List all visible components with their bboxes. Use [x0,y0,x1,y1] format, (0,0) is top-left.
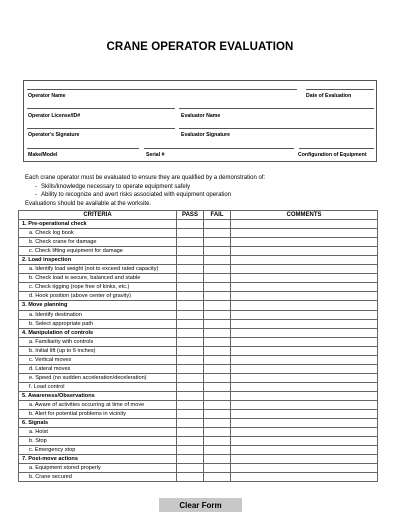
criteria-item: c. Emergency stop [19,446,177,455]
operator-signature-field[interactable] [27,128,175,129]
table-row [19,373,378,382]
pass-cell[interactable] [177,355,204,364]
section-row [19,256,378,265]
section-row [19,220,378,229]
comments-cell[interactable] [231,419,378,428]
pass-cell[interactable] [177,256,204,265]
page-title: CRANE OPERATOR EVALUATION [106,41,294,53]
comments-cell[interactable] [231,391,378,400]
section-row [19,328,378,337]
pass-cell[interactable] [177,274,204,283]
fail-cell[interactable] [204,292,231,301]
fail-cell[interactable] [204,319,231,328]
clear-form-button[interactable]: Clear Form [159,498,242,512]
section-title: 3. Move planning [19,301,177,310]
pass-cell[interactable] [177,410,204,419]
fail-cell[interactable] [204,428,231,437]
fail-cell[interactable] [204,238,231,247]
criteria-item: a. Check log book [19,229,177,238]
criteria-item: b. Alert for potential problems in vicinity [19,410,177,419]
table-row [19,464,378,473]
comments-cell[interactable] [231,265,378,274]
comments-header: COMMENTS [231,211,378,220]
make-model-label: Make/Model [28,152,58,158]
table-row [19,346,378,355]
fail-cell[interactable] [204,410,231,419]
pass-cell[interactable] [177,446,204,455]
comments-cell[interactable] [231,229,378,238]
table-row [19,364,378,373]
section-title: 1. Pre-operational check [19,220,177,229]
comments-cell[interactable] [231,464,378,473]
pass-cell[interactable] [177,310,204,319]
criteria-item: b. Initial lift (up to 6 inches) [19,346,177,355]
evaluator-signature-label: Evaluator Signature [181,132,231,138]
pass-cell[interactable] [177,373,204,382]
table-row [19,337,378,346]
bullet-text: Skills/knowledge necessary to operate equipment safely [41,183,191,190]
pass-cell[interactable] [177,229,204,238]
fail-cell[interactable] [204,437,231,446]
comments-cell[interactable] [231,256,378,265]
pass-cell[interactable] [177,473,204,482]
table-row [19,238,378,247]
fail-cell[interactable] [204,373,231,382]
comments-cell[interactable] [231,310,378,319]
pass-cell[interactable] [177,319,204,328]
pass-cell[interactable] [177,346,204,355]
fail-cell[interactable] [204,473,231,482]
pass-cell[interactable] [177,464,204,473]
evaluation-table [18,210,378,482]
comments-cell[interactable] [231,247,378,256]
operator-name-label: Operator Name [28,93,66,99]
fail-cell[interactable] [204,247,231,256]
criteria-item: a. Equipment stored properly [19,464,177,473]
comments-cell[interactable] [231,373,378,382]
comments-cell[interactable] [231,301,378,310]
fail-cell[interactable] [204,382,231,391]
fail-cell[interactable] [204,220,231,229]
table-row [19,292,378,301]
comments-cell[interactable] [231,364,378,373]
fail-cell[interactable] [204,464,231,473]
comments-cell[interactable] [231,455,378,464]
pass-cell[interactable] [177,382,204,391]
pass-cell[interactable] [177,437,204,446]
criteria-item: a. Hoist [19,428,177,437]
fail-cell[interactable] [204,455,231,464]
fail-cell[interactable] [204,265,231,274]
fail-cell[interactable] [204,274,231,283]
evaluator-name-label: Evaluator Name [181,113,221,119]
pass-cell[interactable] [177,337,204,346]
comments-cell[interactable] [231,410,378,419]
criteria-item: d. Hook position (above center of gravity) [19,292,177,301]
section-row [19,455,378,464]
pass-cell[interactable] [177,283,204,292]
table-row [19,247,378,256]
date-of-evaluation-label: Date of Evaluation [306,93,352,99]
table-row [19,400,378,409]
pass-cell[interactable] [177,328,204,337]
instructions-line: Each crane operator must be evaluated to ensure they are qualified by a demonstration of: [25,175,266,181]
table-row [19,274,378,283]
pass-cell[interactable] [177,247,204,256]
section-row [19,419,378,428]
bullet-text: Ability to recognize and avert risks associated with equipment operation [41,192,232,199]
pass-cell[interactable] [177,301,204,310]
table-row [19,355,378,364]
fail-cell[interactable] [204,400,231,409]
instructions-line: Evaluations should be available at the worksite. [25,200,152,207]
license-field[interactable] [27,108,175,109]
comments-cell[interactable] [231,283,378,292]
pass-cell[interactable] [177,419,204,428]
section-row [19,301,378,310]
criteria-item: a. Identify destination [19,310,177,319]
criteria-item: b. Crane secured [19,473,177,482]
comments-cell[interactable] [231,400,378,409]
fail-cell[interactable] [204,346,231,355]
make-model-field[interactable] [27,148,139,149]
criteria-item: b. Select appropriate path [19,319,177,328]
section-title: 6. Signals [19,419,177,428]
comments-cell[interactable] [231,382,378,391]
instructions-bullet: - Ability to recognize and avert risks associated with equipment operation [35,192,232,199]
pass-cell[interactable] [177,292,204,301]
table-row [19,446,378,455]
pass-cell[interactable] [177,238,204,247]
table-row [19,265,378,274]
fail-cell[interactable] [204,364,231,373]
fail-cell[interactable] [204,328,231,337]
evaluator-name-field[interactable] [179,108,374,109]
fail-cell[interactable] [204,310,231,319]
date-of-evaluation-field[interactable] [306,89,374,90]
serial-label: Serial # [146,152,165,158]
operator-signature-label: Operator's Signature [28,132,80,138]
pass-cell[interactable] [177,364,204,373]
criteria-item: d. Lateral moves [19,364,177,373]
criteria-item: b. Stop [19,437,177,446]
fail-cell[interactable] [204,355,231,364]
evaluator-signature-field[interactable] [179,128,374,129]
fail-cell[interactable] [204,419,231,428]
pass-cell[interactable] [177,455,204,464]
pass-cell[interactable] [177,265,204,274]
instructions-bullet: - Skills/knowledge necessary to operate equipment safely [35,183,191,190]
table-header-row [19,211,378,220]
fail-cell[interactable] [204,256,231,265]
table-row [19,283,378,292]
comments-cell[interactable] [231,319,378,328]
fail-header: FAIL [204,211,231,220]
criteria-item: b. Check load is secure, balanced and stable [19,274,177,283]
criteria-item: c. Vertical moves [19,355,177,364]
pass-cell[interactable] [177,400,204,409]
pass-cell[interactable] [177,428,204,437]
comments-cell[interactable] [231,274,378,283]
table-row [19,310,378,319]
table-row [19,428,378,437]
fail-cell[interactable] [204,391,231,400]
comments-cell[interactable] [231,473,378,482]
table-row [19,410,378,419]
comments-cell[interactable] [231,292,378,301]
section-row [19,391,378,400]
criteria-item: b. Check crane for damage [19,238,177,247]
comments-cell[interactable] [231,355,378,364]
criteria-item: a. Aware of activities occurring at time of move [19,400,177,409]
comments-cell[interactable] [231,446,378,455]
criteria-item: a. Familiarity with controls [19,337,177,346]
license-label: Operator License/ID# [28,113,81,119]
table-row [19,229,378,238]
comments-cell[interactable] [231,428,378,437]
fail-cell[interactable] [204,446,231,455]
fail-cell[interactable] [204,229,231,238]
fail-cell[interactable] [204,301,231,310]
comments-cell[interactable] [231,238,378,247]
criteria-item: f. Load control [19,382,177,391]
section-title: 5. Awareness/Observations [19,391,177,400]
operator-name-field[interactable] [27,89,297,90]
criteria-item: c. Check lifting equipment for damage [19,247,177,256]
criteria-header: CRITERIA [19,211,177,220]
operator-info-box [23,80,377,162]
comments-cell[interactable] [231,437,378,446]
table-row [19,382,378,391]
comments-cell[interactable] [231,346,378,355]
comments-cell[interactable] [231,328,378,337]
comments-cell[interactable] [231,220,378,229]
pass-cell[interactable] [177,391,204,400]
table-row [19,319,378,328]
table-row [19,473,378,482]
fail-cell[interactable] [204,283,231,292]
configuration-field[interactable] [299,148,374,149]
table-row [19,437,378,446]
configuration-label: Configuration of Equipment [298,152,367,158]
section-title: 7. Post-move actions [19,455,177,464]
fail-cell[interactable] [204,337,231,346]
pass-cell[interactable] [177,220,204,229]
criteria-item: c. Check rigging (rope free of kinks, etc.) [19,283,177,292]
instructions [25,174,375,208]
criteria-item: e. Speed (no sudden acceleration/deceleration) [19,373,177,382]
section-title: 2. Load inspection [19,256,177,265]
serial-field[interactable] [144,148,294,149]
pass-header: PASS [177,211,204,220]
comments-cell[interactable] [231,337,378,346]
criteria-item: a. Identify load weight (not to exceed rated capacity) [19,265,177,274]
section-title: 4. Manipulation of controls [19,328,177,337]
